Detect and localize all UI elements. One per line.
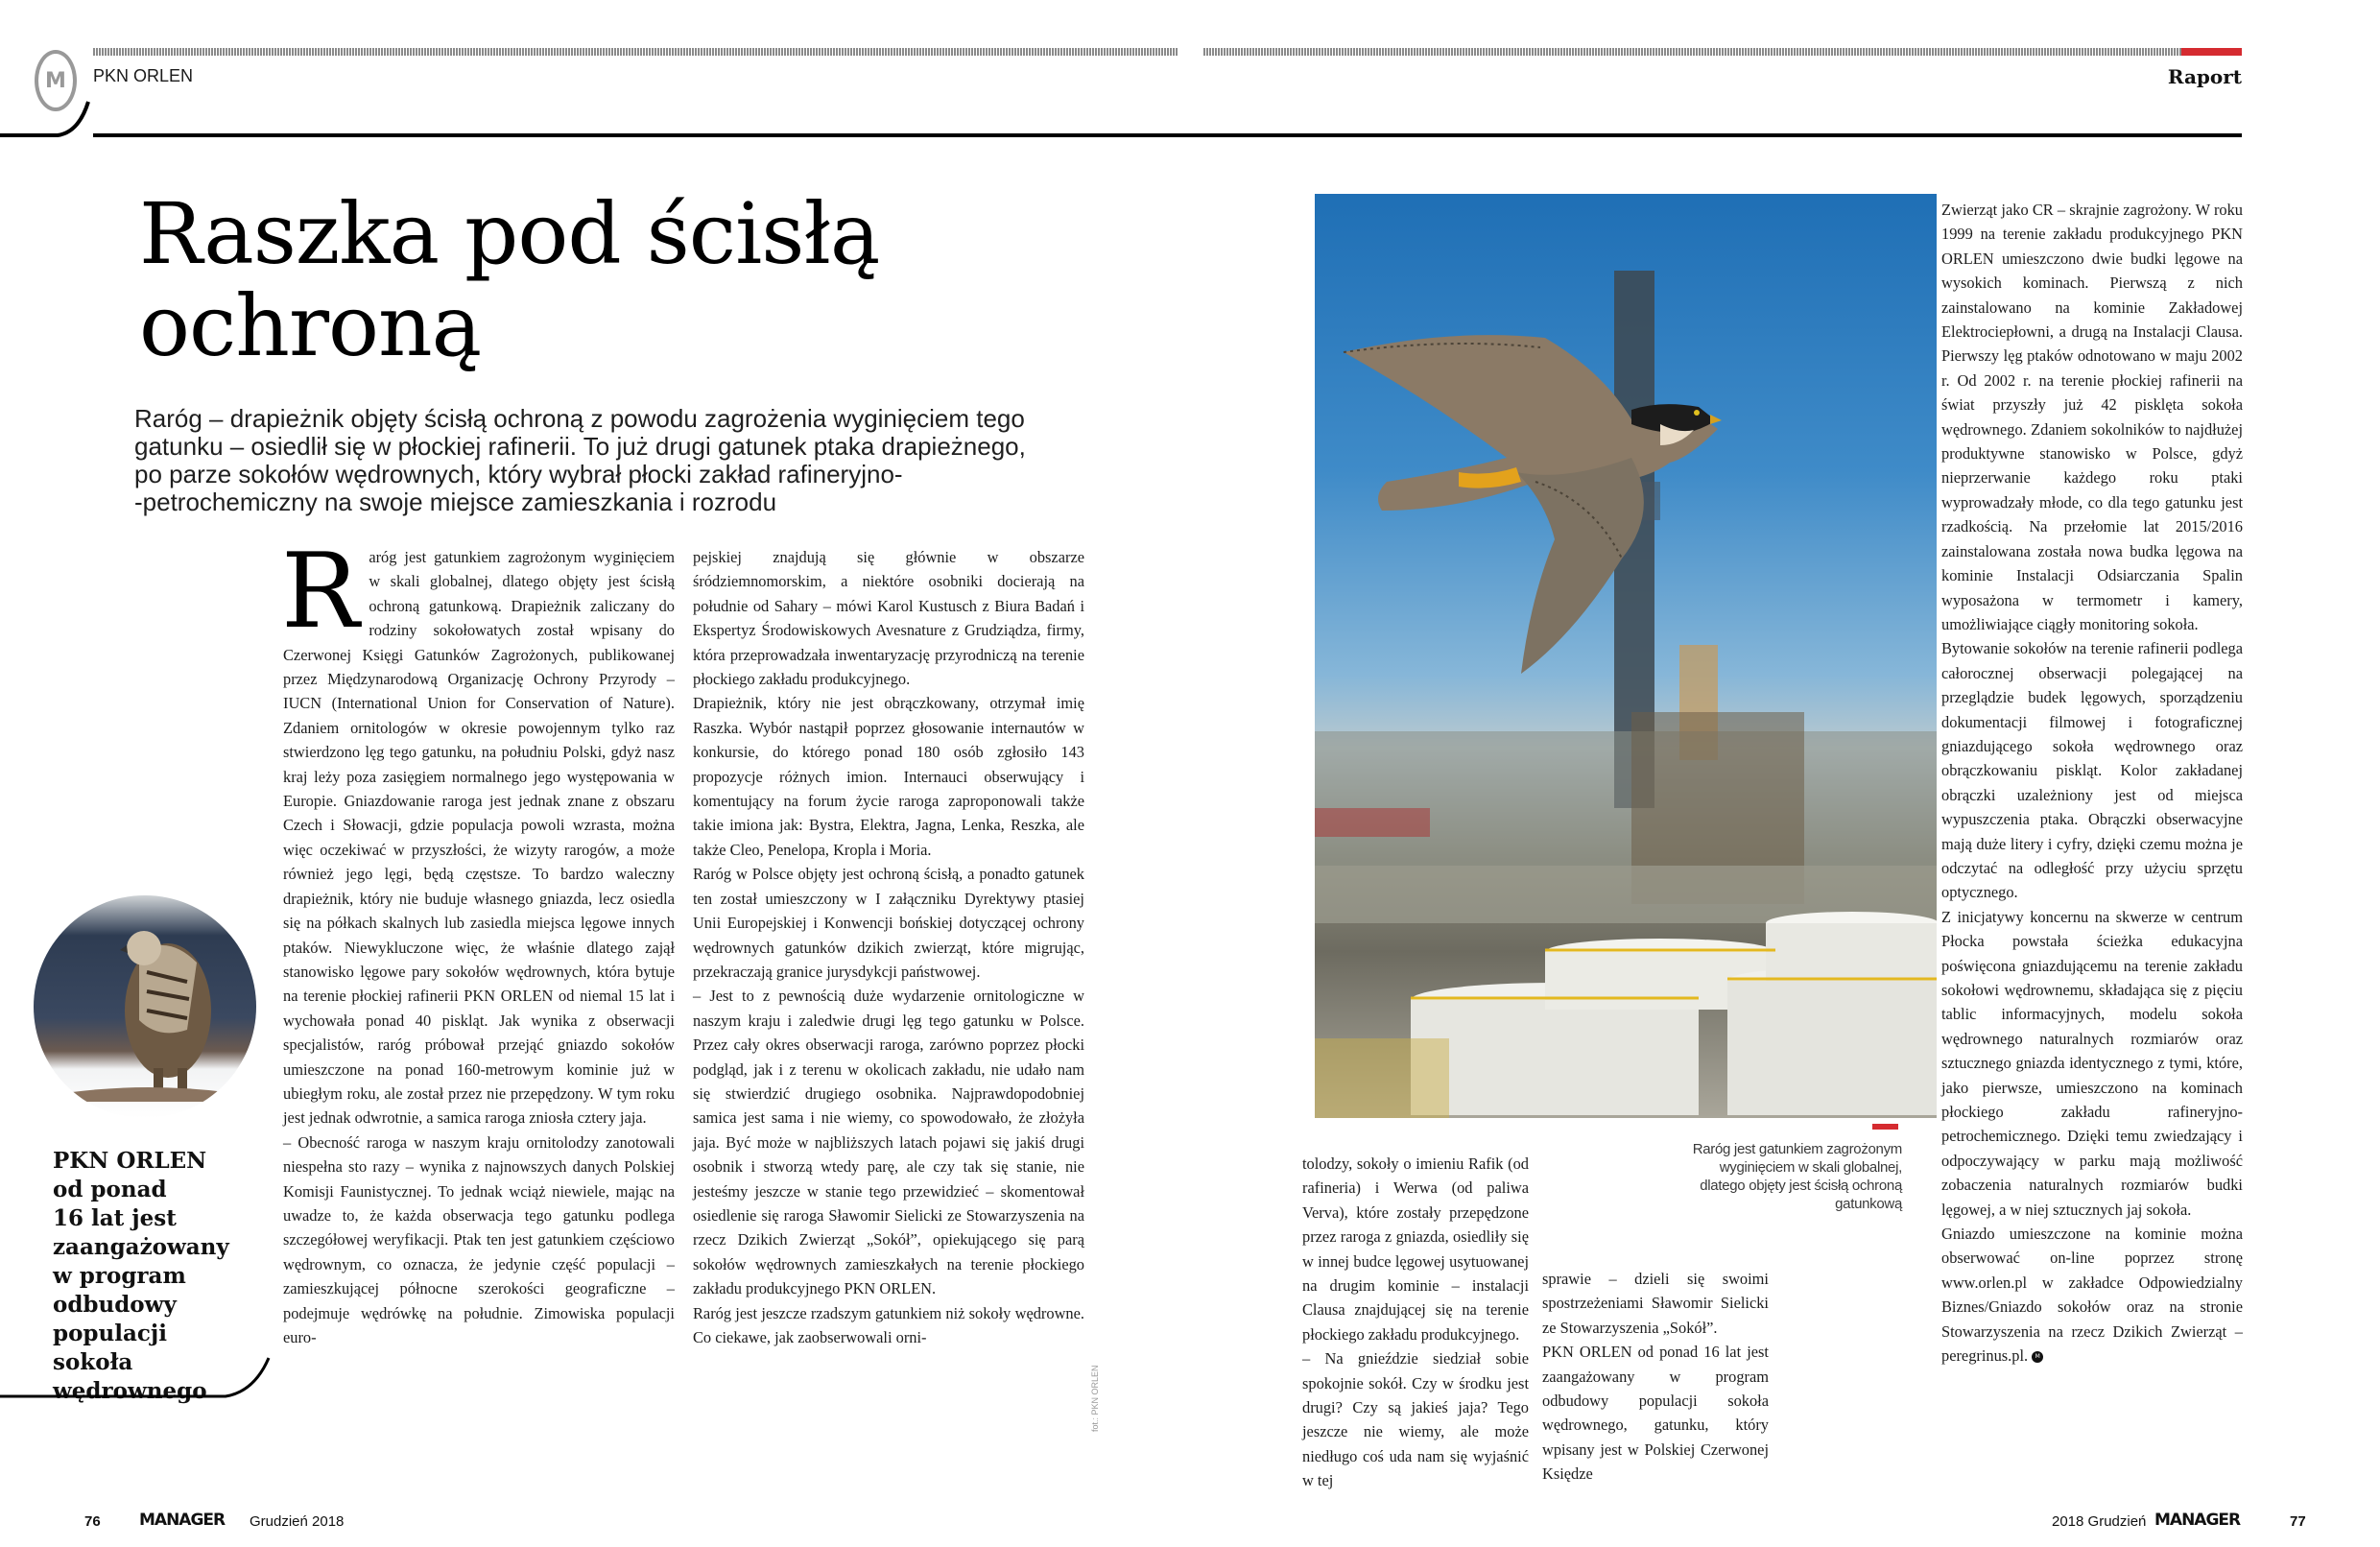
section-accent-bar [2181,48,2242,56]
photo-illustration [1315,194,1937,1118]
paragraph: tolodzy, sokoły o imieniu Rafik (od rafineria) i Werwa (od paliwa Verva), które zostały przepędzone przez raroga z gniazda, osiedliły się w innej budce lęgowej usytuowanej na drugim kominie – instalacji Clausa znajdującej się na terenie płockiego zakładu produkcyjnego. [1302,1154,1529,1344]
falcon-refinery-photo [1315,194,1937,1118]
paragraph: – Obecność raroga w naszym kraju ornitolodzy zanotowali niespełna sto razy – wynika z najnowszych danych Polskiej Komisji Faunistycznej. To jednak wciąż niewiele, mając na uwadze to, że każda obserwacja tego gatunku podlega szczegółowej weryfikacji. Ptak ten jest gatunkiem częściowo wędrownym, co oznacza, że jedynie część populacji – zamieszkującej północne szerokości geograficzne – podejmuje wędrówkę na południe. Zimowiska populacji euro- [283,1132,675,1346]
footer-date-right: 2018 Grudzień [2052,1513,2147,1530]
header-hatch-rule-right [1203,48,2181,56]
article-headline [139,184,1003,375]
headline-line-1: Raszka pod ścisłą [139,184,880,283]
header-arc-decoration [0,96,96,140]
pull-quote-line: wędrownego [53,1378,207,1404]
body-column-1 [281,532,675,1349]
paragraph: Raróg w Polsce objęty jest ochroną ścisłą, a ponadto gatunek ten został umieszczony w I załączniku Dyrektywy ptasiej Unii Europejskiej i Konwencji bońskiej dotyczącej ochrony wędrownych gatunków dzikich zwierząt, które migrując, przekraczają granice jurysdykcji państwowej. [693,865,1084,981]
paragraph: sprawie – dzieli się swoimi spostrzeżeniami Sławomir Sielicki ze Stowarzyszenia „Sokół”. [1542,1270,1769,1337]
header-hatch-rule-left [93,48,1178,56]
end-of-article-icon: M [2032,1351,2043,1363]
pull-quote-line: populacji sokoła [53,1321,167,1375]
paragraph: Gniazdo umieszczone na kominie można obserwować on-line poprzez stronę www.orlen.pl w zakładce Odpowiedzialny Biznes/Gniazdo sokołów oraz na stronie Stowarzyszenia na rzecz Dzikich Zwierząt – peregrinus.pl. [1941,1225,2243,1366]
photo-credit-wrap [1090,1365,1157,1441]
paragraph: PKN ORLEN od ponad 16 lat jest zaangażowany w program odbudowy populacji sokoła wędrownego, gatunku, który wpisany jest w Polskiej Czerwonej Księdze [1542,1343,1769,1484]
logo-letter: M [45,68,66,93]
inset-illustration [34,895,256,1118]
photo-caption: Raróg jest gatunkiem zagrożonym wyginięciem w skali globalnej, dlatego objęty jest ścisłą ochroną gatunkową [1692,1141,1902,1212]
lead-line: Raróg – drapieżnik objęty ścisłą ochroną z powodu zagrożenia wyginięciem tego [134,404,1025,433]
paragraph: aróg jest gatunkiem zagrożonym wyginięciem w skali globalnej, dlatego objęty jest ścisłą ochroną gatunkową. Drapieżnik zaliczany do rodziny sokołowatych został wpisany do Czerwonej Księgi Gatunków Zagrożonych, publikowanej przez Międzynarodową Organizację Ochrony Przyrody – IUCN (International Union for Conservation of Nature). Zdaniem ornitologów w okresie powojennym tylko raz stwierdzono lęg tego gatunku, na południu Polski, gdyż nasz kraj leży poza zasięgiem normalnego jego występowania w Europie. Gniazdowanie raroga jest jednak znane z obszaru Czech i Słowacji, gdzie populacja powoli wzrasta, można więc oczekiwać w przyszłości, że wizyty rarogów, a może również jego lęgi, będą częstsze. To bardzo waleczny drapieżnik, który nie buduje własnego gniazda, lecz osiedla się na półkach skalnych lub zasiedla miejsca lęgowe innych ptaków. Niewykluczone więc, że właśnie dlatego zajął stanowisko lęgowe pary sokołów wędrownych, która bytuje na terenie płockiej rafinerii PKN ORLEN od niemal 15 lat i wychowała ponad 40 piskląt. Jak wynika z obserwacji specjalistów, raróg próbował przejąć gniazdo sokołów umieszczone na ponad 160-metrowym kominie już w ubiegłym roku, ale został przez nie przepędzony. W tym roku jest jednak odwrotnie, a samica raroga zniosła cztery jaja. [283,548,675,1128]
page-number-right: 77 [2290,1513,2306,1530]
headline-line-2: ochroną [139,276,482,375]
footer-brand-left: MANAGER [139,1511,226,1530]
body-column-5 [1941,198,2243,1368]
paragraph: – Jest to z pewnością duże wydarzenie ornitologiczne w naszym kraju i zaledwie drugi lęg tego gatunku w Polsce. Przez cały okres obserwacji raroga, zarówno poprzez płocki podgląd, jak i z terenu w okolicach zakładu, nie udało nam się stwierdzić drugiego osobnika. Najprawdopodobniej samica jest sama i nie wiemy, co spowodowało, że złożyła jaja. Być może w najbliższych latach pojawi się jakiś drugi osobnik i stworzą wtedy parę, ale czy tak się stanie, nie jesteśmy jeszcze w stanie tego przewidzieć – skomentował osiedlenie się raroga Sławomir Sielicki ze Stowarzyszenia na rzecz Dzikich Zwierząt „Sokół”, opiekującego się parą sokołów wędrownych zamieszkałych na terenie płockiego zakładu produkcyjnego PKN ORLEN. [693,987,1084,1298]
paragraph: Bytowanie sokołów na terenie rafinerii podlega całorocznej obserwacji polegającej na przeglądzie budek lęgowych, sporządzeniu dokumentacji filmowej i fotograficznej gniazdującego sokoła wędrownego oraz obrączkowaniu piskląt. Kolor zakładanej obrączki uzależniony jest od miejsca wypuszczenia ptaka. Obrączki obserwacyjne mają duże litery i cyfry, dzięki czemu można je odczytać na odległość przy użyciu sprzętu optycznego. [1941,639,2243,902]
body-column-4 [1542,1267,1769,1487]
saker-falcon-inset-photo [34,895,256,1118]
header-section-label: Raport [2167,65,2242,88]
body-column-3 [1302,1152,1529,1493]
pull-quote-line: w program [53,1263,186,1289]
caption-accent-bar [1872,1124,1898,1130]
paragraph: Raróg jest jeszcze rzadszym gatunkiem niż sokoły wędrowne. Co ciekawe, jak zaobserwowali orni- [693,1303,1084,1346]
paragraph: Zwierząt jako CR – skrajnie zagrożony. W roku 1999 na terenie zakładu produkcyjnego PKN ORLEN umieszczono dwie budki lęgowe na wysokich kominach. Pierwszą z nich zainstalowano na kominie Zakładowej Elektrociepłowni, a drugą na Instalacji Clausa. Pierwszy lęg ptaków odnotowano w maju 2002 r. Od 2002 r. na terenie płockiej rafinerii na świat przyszły już 42 pisklęta sokoła wędrownego. Zdaniem sokolników to najdłużej produktywne stanowisko w Polsce, gdyż nieprzerwanie każdego roku ptaki wyprowadzały młode, co dla tego gatunku jest rzadkością. Na przełomie lat 2015/2016 zainstalowana została nowa budka lęgowa na kominie Instalacji Odsiarczania Spalin wyposażona w termometr i kamery, umożliwiające ciągły monitoring sokoła. [1941,201,2243,633]
lead-line: gatunku – osiedlił się w płockiej rafinerii. To już drugi gatunek ptaka drapieżnego, [134,432,1026,461]
footer-brand-right: MANAGER [2154,1511,2241,1530]
lead-line: po parze sokołów wędrownych, który wybrał płocki zakład rafineryjno- [134,460,903,488]
pull-quote-line: od ponad [53,1177,167,1202]
paragraph: Z inicjatywy koncernu na skwerze w centrum Płocka powstała ścieżka edukacyjna poświęcona gniazdującemu na terenie zakładu sokołowi wędrownemu, składająca się z pięciu tablic informacyjnych, modelu sokoła wędrownego naturalnych rozmiarów oraz sztucznego gniazda identycznego z tymi, które, jako pierwsze, umieszczono na kominach płockiego zakładu rafineryjno-petrochemicznego. Dzięki temu zwiedzający i odpoczywający w parku mają możliwość zobaczenia naturalnych rozmiarów budki lęgowej, a w niej sztucznych jaj sokoła. [1941,907,2243,1219]
pull-quote-arc-decoration [0,1344,278,1401]
header-rule [93,133,2242,137]
pull-quote-line: PKN ORLEN [53,1148,207,1174]
header-company-label: PKN ORLEN [93,66,194,85]
pull-quote-line: 16 lat jest [53,1205,177,1231]
paragraph: Drapieżnik, który nie jest obrączkowany, otrzymał imię Raszka. Wybór nastąpił poprzez głosowanie internautów w konkursie, do którego ponad 180 osób zgłosiło 143 propozycje różnych imion. Internauci obserwujący i komentujący na forum życie raroga zaproponowali także takie imiona jak: Bystra, Elektra, Jagna, Lenka, Reszka, ale także Cleo, Penelopa, Kropla i Moria. [693,694,1084,859]
footer-date-left: Grudzień 2018 [250,1513,345,1530]
pull-quote-line: odbudowy [53,1292,177,1318]
paragraph: pejskiej znajdują się głównie w obszarze śródziemnomorskim, a niektóre osobniki docierają na południe od Sahary – mówi Karol Kustusch z Biura Badań i Ekspertyz Środowiskowych Avesnature z Grudziądza, firmy, która przeprowadzała inwentaryzację przyrodniczą na terenie płockiego zakładu produkcyjnego. [693,548,1084,689]
lead-line: -petrochemiczny na swoje miejsce zamieszkania i rozrodu [134,488,777,516]
drop-cap: R [281,532,360,652]
paragraph: – Na gnieździe siedział sobie spokojnie sokół. Czy w środku jest drugi? Czy są jakieś jaja? Tego jeszcze nie wiemy, ale może niedługo coś uda nam się wyjaśnić w tej [1302,1349,1529,1490]
photo-credit: fot.: PKN ORLEN [1090,1365,1100,1432]
article-lead [134,405,1094,516]
body-column-2 [693,545,1084,1349]
pull-quote-line: zaangażowany [53,1234,229,1260]
page-number-left: 76 [84,1513,101,1530]
